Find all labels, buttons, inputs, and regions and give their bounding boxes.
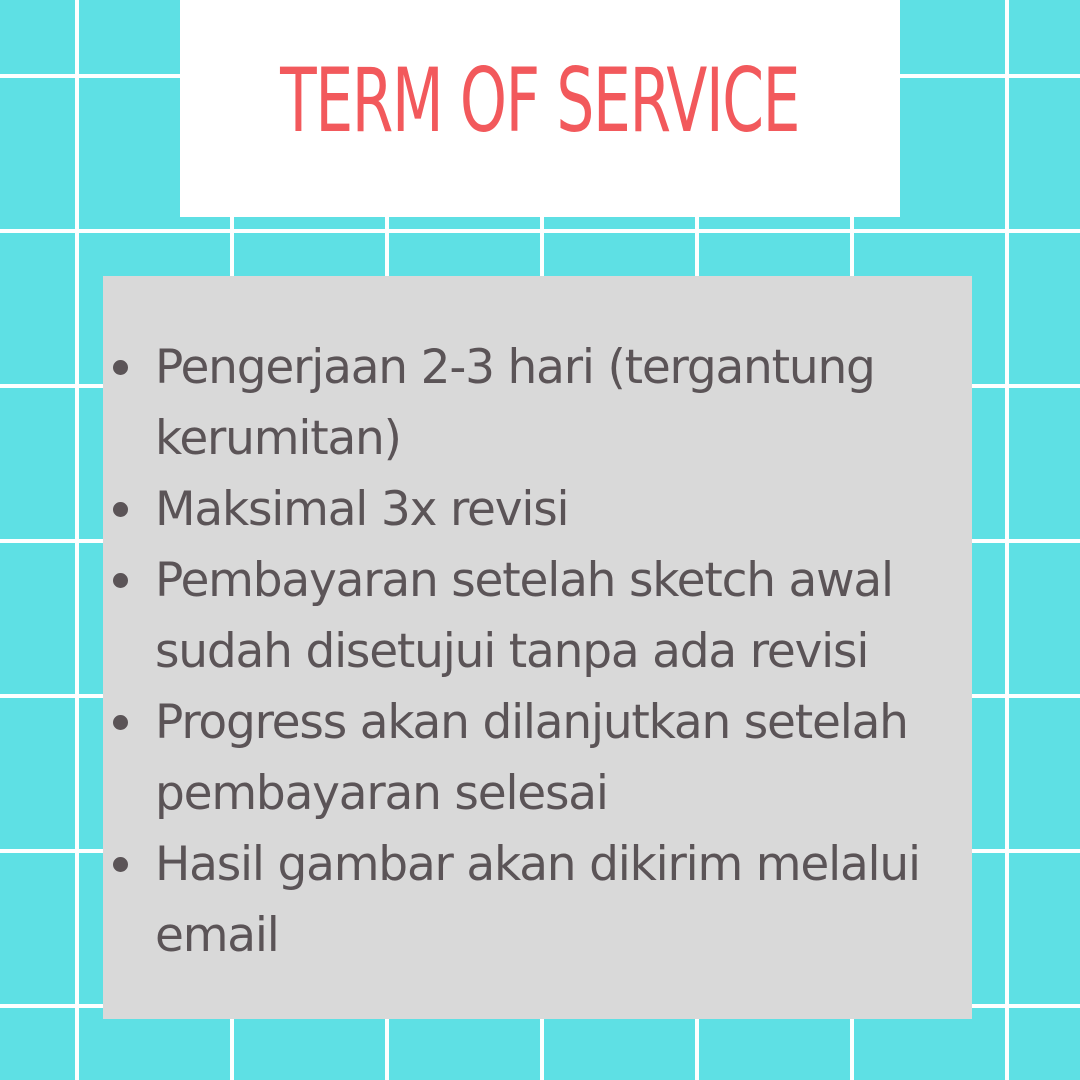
term-line: email [155,908,279,963]
term-line: Hasil gambar akan dikirim melalui [155,837,920,892]
list-item [103,687,972,829]
bullet-icon [113,360,128,375]
list-item [103,545,972,687]
list-item [103,474,972,545]
list-item [103,829,972,971]
list-item [103,332,972,474]
bullet-icon [113,715,128,730]
term-line: kerumitan) [155,411,401,466]
bullet-icon [113,502,128,517]
term-line: Maksimal 3x revisi [155,482,569,537]
page-title: TERM OF SERVICE [280,49,800,152]
term-line: Pembayaran setelah sketch awal [155,553,893,608]
term-line: Pengerjaan 2-3 hari (tergantung [155,340,875,395]
term-line: Progress akan dilanjutkan setelah [155,695,908,750]
title-card [180,0,900,217]
terms-list [103,332,972,971]
bullet-icon [113,857,128,872]
bullet-icon [113,573,128,588]
term-line: pembayaran selesai [155,766,608,821]
terms-card [103,276,972,1019]
term-line: sudah disetujui tanpa ada revisi [155,624,869,679]
